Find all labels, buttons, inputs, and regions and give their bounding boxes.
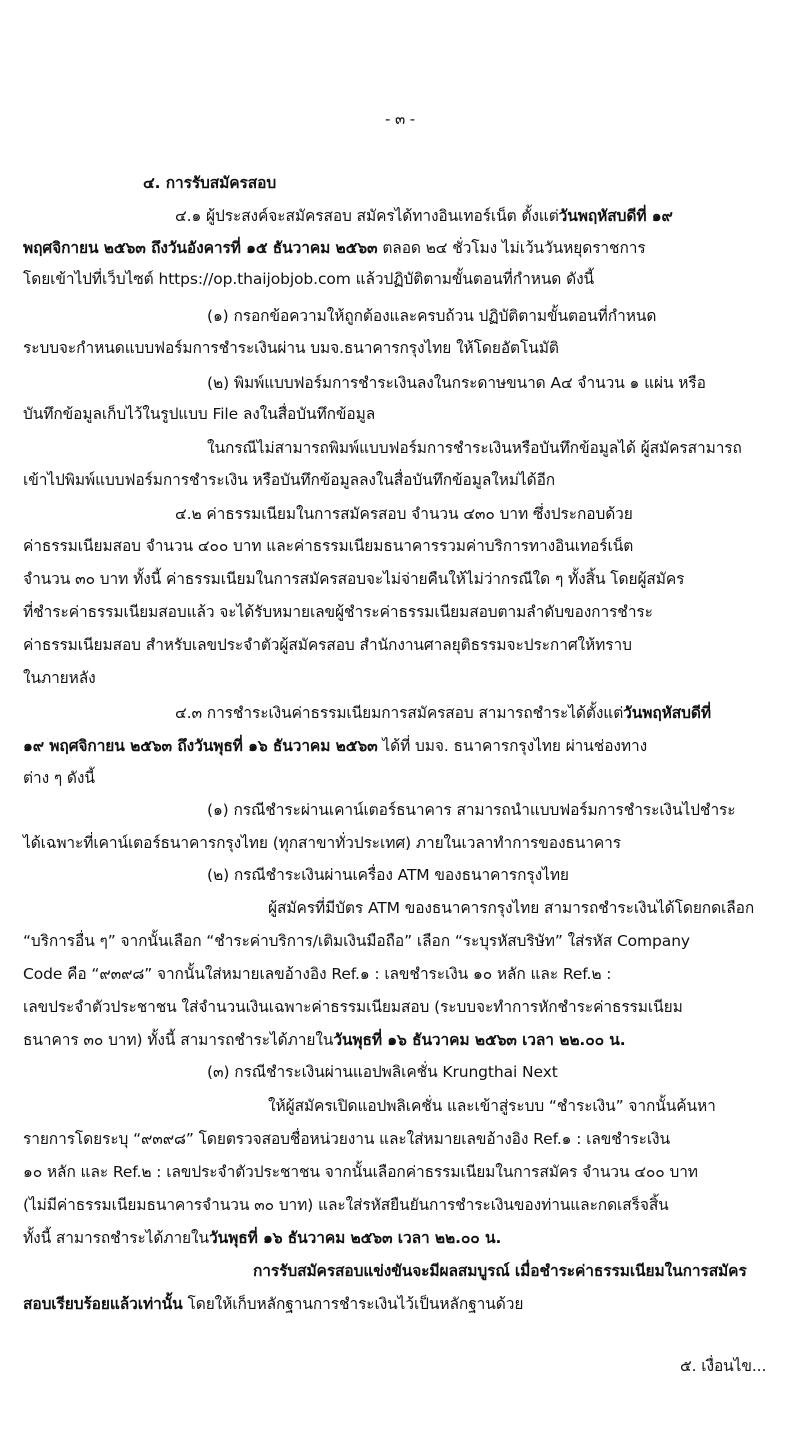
p43-3-line5 [23, 1227, 501, 1249]
p43-3-line1: ให้ผู้สมัครเปิดแอปพลิเคชั่น และเข้าสู่ระบบ “ชำระเงิน” จากนั้นค้นหา [268, 1097, 716, 1115]
p42-line3: จำนวน ๓๐ บาท ทั้งนี้ ค่าธรรมเนียมในการสมัครสอบจะไม่จ่ายคืนให้ไม่ว่ากรณีใด ๆ ทั้งสิ้น โดยผู้สมัคร [23, 570, 685, 588]
p42-line4: ที่ชำระค่าธรรมเนียมสอบแล้ว จะได้รับหมายเลขผู้ชำระค่าธรรมเนียมสอบตามลำดับของการชำระ [23, 603, 653, 621]
p41-start-date: วันพฤหัสบดีที่ ๑๙ [558, 207, 673, 225]
p43-2-line3: Code คือ “๙๓๙๘” จากนั้นใส่หมายเลขอ้างอิง Ref.๑ : เลขชำระเงิน ๑๐ หลัก และ Ref.๒ : [23, 965, 612, 983]
p41-line2 [23, 237, 646, 259]
p41-2-line1: (๒) พิมพ์แบบฟอร์มการชำระเงินลงในกระดาษขนาด A๔ จำนวน ๑ แผ่น หรือ [207, 374, 706, 392]
closing-line1: การรับสมัครสอบแข่งขันจะมีผลสมบูรณ์ เมื่อชำระค่าธรรมเนียมในการสมัคร [253, 1262, 747, 1280]
p43-3-line2: รายการโดยระบุ “๙๓๙๘” โดยตรวจสอบชื่อหน่วยงาน และใส่หมายเลขอ้างอิง Ref.๑ : เลขชำระเงิน [23, 1130, 670, 1148]
p41-1-line1: (๑) กรอกข้อความให้ถูกต้องและครบถ้วน ปฏิบัติตามขั้นตอนที่กำหนด [207, 307, 657, 325]
p41-line3: โดยเข้าไปที่เว็บไซต์ https://op.thaijobjob.com แล้วปฏิบัติตามขั้นตอนที่กำหนด ดังนี้ [23, 270, 595, 288]
p43-2-deadline: วันพุธที่ ๑๖ ธันวาคม ๒๕๖๓ เวลา ๒๒.๐๐ น. [333, 1031, 626, 1049]
closing-line2-text: โดยให้เก็บหลักฐานการชำระเงินไว้เป็นหลักฐานด้วย [182, 1295, 524, 1313]
p43-line3: ต่าง ๆ ดังนี้ [23, 769, 95, 787]
p43-date-range: ๑๙ พฤศจิกายน ๒๕๖๓ ถึงวันพุธที่ ๑๖ ธันวาคม ๒๕๖๓ [23, 737, 378, 755]
p43-2-heading: (๒) กรณีชำระเงินผ่านเครื่อง ATM ของธนาคารกรุงไทย [207, 866, 569, 884]
p41-line1 [175, 205, 786, 227]
p43-2-line4: เลขประจำตัวประชาชน ใส่จำนวนเงินเฉพาะค่าธรรมเนียมสอบ (ระบบจะทำการหักชำระค่าธรรมเนียม [23, 998, 683, 1016]
p43-3-line4: (ไม่มีค่าธรรมเนียมธนาคารจำนวน ๓๐ บาท) และใส่รหัสยืนยันการชำระเงินของท่านและกดเสร็จสิ้น [23, 1196, 669, 1214]
p41-note-line1: ในกรณีไม่สามารถพิมพ์แบบฟอร์มการชำระเงินหรือบันทึกข้อมูลได้ ผู้สมัครสามารถ [207, 439, 742, 457]
p43-1-line1: (๑) กรณีชำระผ่านเคาน์เตอร์ธนาคาร สามารถนำแบบฟอร์มการชำระเงินไปชำระ [207, 801, 736, 819]
continuation-marker: ๕. เงื่อนไข... [680, 1357, 767, 1375]
p41-note-line2: เข้าไปพิมพ์แบบฟอร์มการชำระเงิน หรือบันทึกข้อมูลลงในสื่อบันทึกข้อมูลใหม่ได้อีก [23, 471, 556, 489]
p43-1-line2: ได้เฉพาะที่เคาน์เตอร์ธนาคารกรุงไทย (ทุกสาขาทั่วประเทศ) ภายในเวลาทำการของธนาคาร [23, 834, 621, 852]
p41-line1-text: ๔.๑ ผู้ประสงค์จะสมัครสอบ สมัครได้ทางอินเทอร์เน็ต ตั้งแต่ [175, 207, 559, 225]
p43-2-line2: “บริการอื่น ๆ” จากนั้นเลือก “ชำระค่าบริการ/เติมเงินมือถือ” เลือก “ระบุรหัสบริษัท” ใส่รหัส Company [23, 932, 690, 950]
p41-1-line2: ระบบจะกำหนดแบบฟอร์มการชำระเงินผ่าน บมจ.ธนาคารกรุงไทย ให้โดยอัตโนมัติ [23, 339, 559, 357]
p43-2-line5-text: ธนาคาร ๓๐ บาท) ทั้งนี้ สามารถชำระได้ภายใน [23, 1031, 334, 1049]
p43-start-date: วันพฤหัสบดีที่ [623, 704, 711, 722]
p43-3-heading: (๓) กรณีชำระเงินผ่านแอปพลิเคชั่น Krungthai Next [207, 1063, 558, 1081]
p43-line1-text: ๔.๓ การชำระเงินค่าธรรมเนียมการสมัครสอบ สามารถชำระได้ตั้งแต่ [175, 704, 624, 722]
p42-line5: ค่าธรรมเนียมสอบ สำหรับเลขประจำตัวผู้สมัครสอบ สำนักงานศาลยุติธรรมจะประกาศให้ทราบ [23, 636, 632, 654]
p42-line2: ค่าธรรมเนียมสอบ จำนวน ๔๐๐ บาท และค่าธรรมเนียมธนาคารรวมค่าบริการทางอินเทอร์เน็ต [23, 537, 634, 555]
p43-line1 [175, 702, 711, 724]
p43-3-line5-text: ทั้งนี้ สามารถชำระได้ภายใน [23, 1229, 210, 1247]
p41-2-line2: บันทึกข้อมูลเก็บไว้ในรูปแบบ File ลงในสื่อบันทึกข้อมูล [23, 405, 376, 423]
p43-line2-text: ได้ที่ บมจ. ธนาคารกรุงไทย ผ่านช่องทาง [377, 737, 648, 755]
p43-line2 [23, 735, 647, 757]
p43-2-line5 [23, 1029, 626, 1051]
p42-line6: ในภายหลัง [23, 669, 96, 687]
closing-line2 [23, 1293, 523, 1315]
page-number: - ๓ - [385, 110, 416, 128]
p42-line1: ๔.๒ ค่าธรรมเนียมในการสมัครสอบ จำนวน ๔๓๐ บาท ซึ่งประกอบด้วย [175, 505, 633, 523]
closing-emphasis: สอบเรียบร้อยแล้วเท่านั้น [23, 1295, 183, 1313]
p43-3-line3: ๑๐ หลัก และ Ref.๒ : เลขประจำตัวประชาชน จากนั้นเลือกค่าธรรมเนียมในการสมัคร จำนวน ๔๐๐ บาท [23, 1163, 698, 1181]
p41-date-range: พฤศจิกายน ๒๕๖๓ ถึงวันอังคารที่ ๑๕ ธันวาคม ๒๕๖๓ [23, 239, 378, 257]
p43-2-line1: ผู้สมัครที่มีบัตร ATM ของธนาคารกรุงไทย สามารถชำระเงินได้โดยกดเลือก [268, 899, 755, 917]
p43-3-deadline: วันพุธที่ ๑๖ ธันวาคม ๒๕๖๓ เวลา ๒๒.๐๐ น. [209, 1229, 502, 1247]
section-heading: ๔. การรับสมัครสอบ [143, 174, 277, 192]
p41-line2-text: ตลอด ๒๔ ชั่วโมง ไม่เว้นวันหยุดราชการ [377, 239, 646, 257]
